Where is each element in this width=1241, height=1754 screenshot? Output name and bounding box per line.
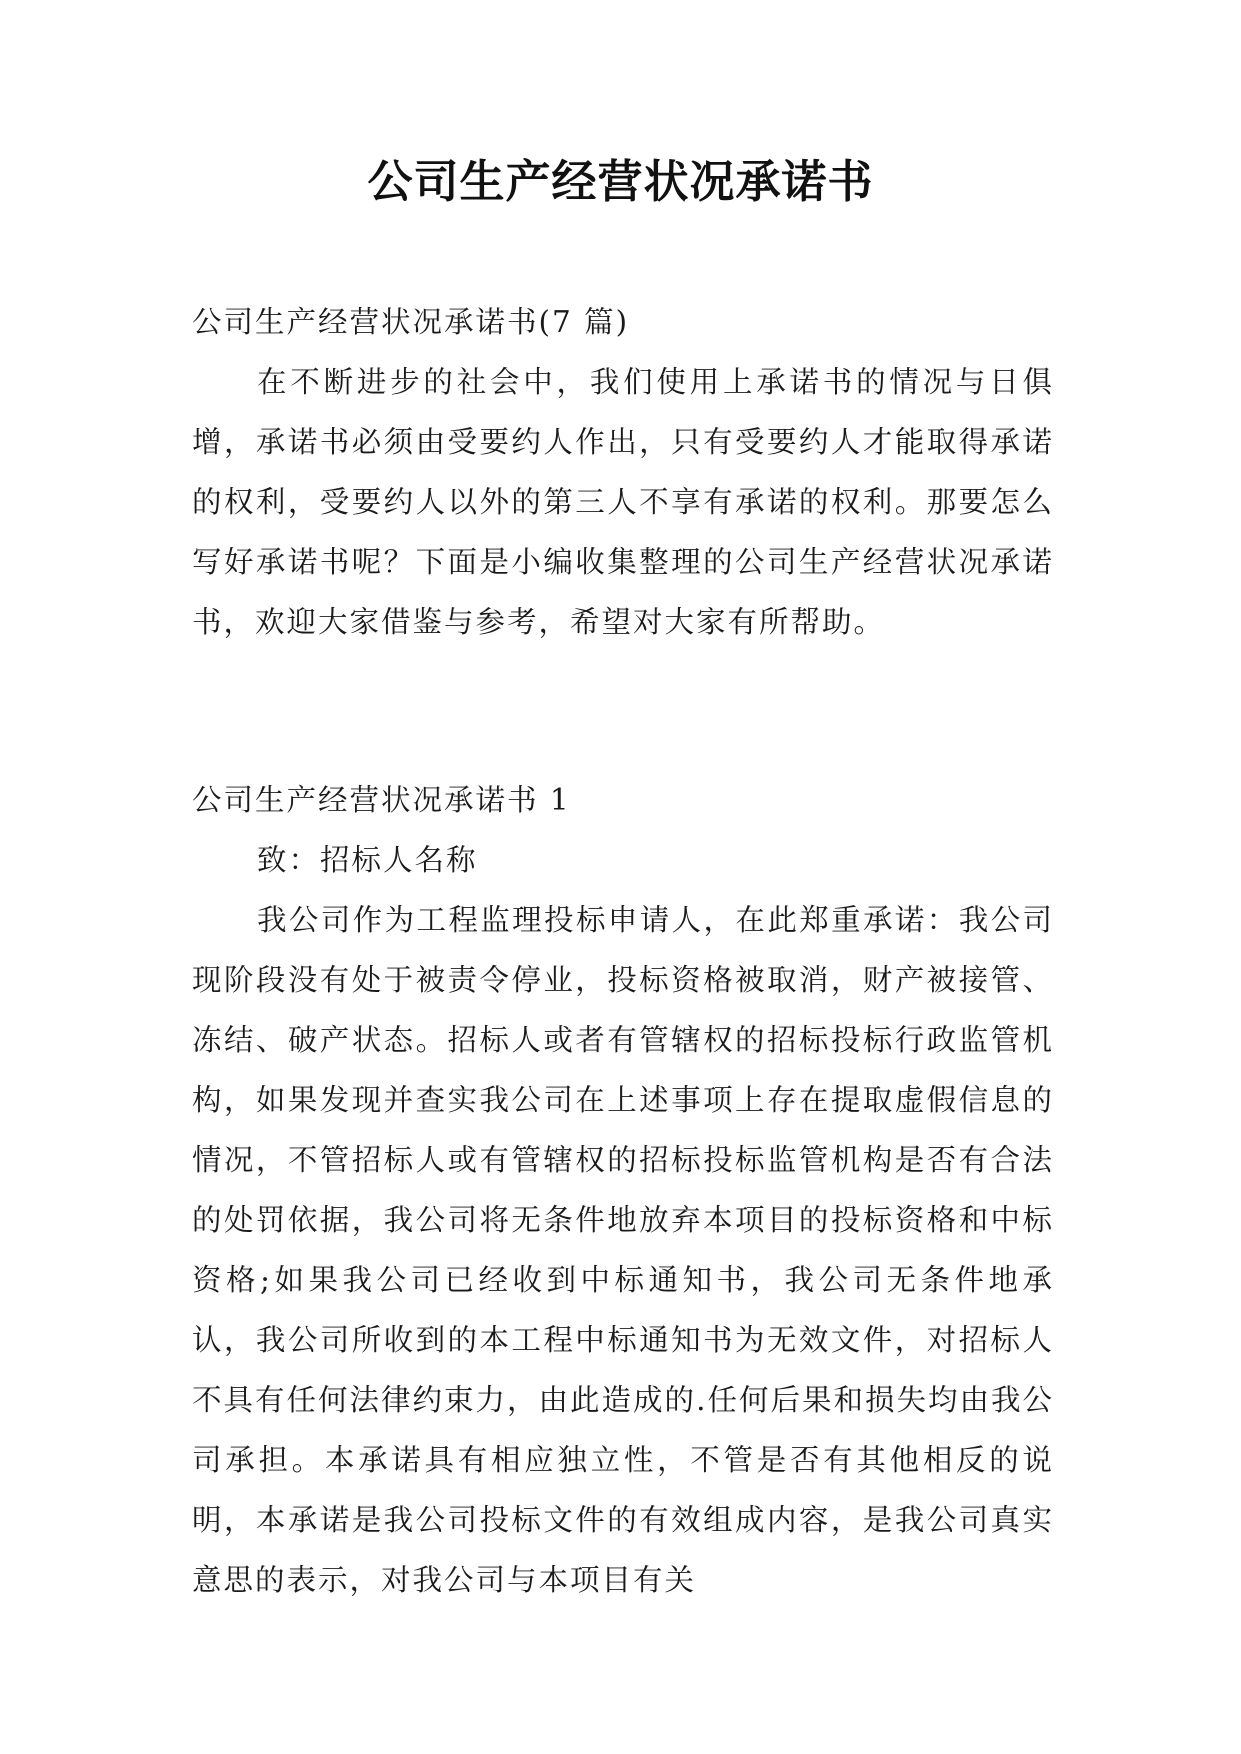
- document-heading: 公司生产经营状况承诺书(7 篇): [192, 305, 630, 339]
- section-spacer: [192, 652, 1054, 770]
- document-body: [192, 292, 1054, 1610]
- addressee-line: 致：招标人名称: [257, 843, 478, 877]
- document-title: 公司生产经营状况承诺书: [367, 155, 874, 208]
- section-heading: 公司生产经营状况承诺书 1: [192, 783, 571, 817]
- intro-paragraph: 在不断进步的社会中，我们使用上承诺书的情况与日俱增，承诺书必须由受要约人作出，只有受要约人才能取得承诺的权利，受要约人以外的第三人不享有承诺的权利。那要怎么写好承诺书呢？下面是小编收集整理的公司生产经营状况承诺书，欢迎大家借鉴与参考，希望对大家有所帮助。: [192, 365, 1054, 639]
- commitment-paragraph: 我公司作为工程监理投标申请人，在此郑重承诺：我公司现阶段没有处于被责令停业，投标资格被取消，财产被接管、冻结、破产状态。招标人或者有管辖权的招标投标行政监管机构，如果发现并查实我公司在上述事项上存在提取虚假信息的情况，不管招标人或有管辖权的招标投标监管机构是否有合法的处罚依据，我公司将无条件地放弃本项目的投标资格和中标资格;如果我公司已经收到中标通知书，我公司无条件地承认，我公司所收到的本工程中标通知书为无效文件，对招标人不具有任何法律约束力，由此造成的.任何后果和损失均由我公司承担。本承诺具有相应独立性，不管是否有其他相反的说明，本承诺是我公司投标文件的有效组成内容，是我公司真实意思的表示，对我公司与本项目有关: [192, 903, 1054, 1597]
